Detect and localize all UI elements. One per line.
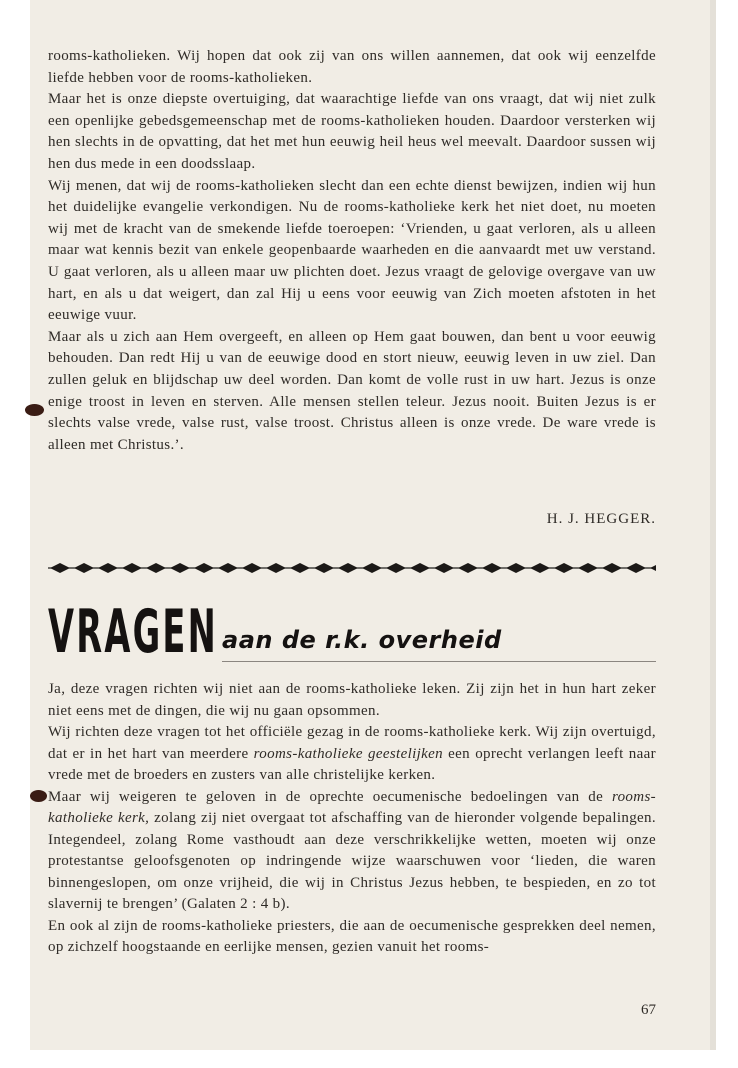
paragraph: rooms-katholieken. Wij hopen dat ook zij van ons willen aannemen, dat ook wij eenzelfde liefde hebben voor de rooms-katholieken. <box>48 48 656 86</box>
article-vragen-body <box>48 679 656 959</box>
paragraph: Maar als u zich aan Hem overgeeft, en alleen op Hem gaat bouwen, dan bent u voor eeuwig behouden. Dan redt Hij u van de eeuwige dood en stort nieuw, eeuwig leven in uw ziel. Dan zullen geluk en blijdschap uw deel worden. Dan komt de volle rust in uw hart. Jezus is onze enige troost in leven en sterven. Alle mensen stellen teleur. Jezus nooit. Buiten Jezus is er slechts valse vrede, valse rust, valse troost. Christus alleen is onze vrede. De ware vrede is alleen met Christus.’. <box>48 328 656 453</box>
paragraph: Maar het is onze diepste overtuiging, dat waarachtige liefde van ons vraagt, dat wij niet zulk een openlijke gebedsgemeenschap met de rooms-katholieken houden. Daardoor versterken wij hen slechts in de opvatting, dat het met hun eeuwig heil heus wel meevalt. Daardoor sussen wij hen dus mede in een doodsslaap. <box>48 91 656 172</box>
author-signature: H. J. HEGGER. <box>546 511 656 527</box>
page-number: 67 <box>641 1002 656 1018</box>
article-hegger-body <box>48 46 656 456</box>
emphasis: rooms-katholieke kerk, <box>48 788 656 826</box>
article-title-vragen: VRAGEN <box>48 597 218 667</box>
paragraph: Wij richten deze vragen tot het officiële gezag in de rooms-katholieke kerk. Wij zijn overtuigd, dat er in het hart van meerdere rooms-katholieke geestelijken een oprecht verlangen leeft naar vrede met de broeders en zusters van alle christelijke kerken. <box>48 724 657 783</box>
page-edge <box>710 0 716 1050</box>
ornamental-divider <box>48 560 656 576</box>
emphasis: rooms-katholieke geestelijken <box>253 745 443 762</box>
paragraph: Maar wij weigeren te geloven in de oprechte oecumenische bedoelingen van de rooms-katholieke kerk, zolang zij niet overgaat tot afschaffing van de hieronder volgende bepalingen. Integendeel, zolang Rome vasthoudt aan deze verschrikkelijke wetten, moeten wij onze protestantse geloofsgenoten op indringende wijze waarschuwen voor ‘lieden, die waren binnengeslopen, om onze vrijheid, die wij in Christus Jezus hebben, te bespieden, en zo tot slavernij te brengen’ (Galaten 2 : 4 b). <box>48 788 657 912</box>
article-subtitle: aan de r.k. overheid <box>222 626 502 654</box>
punch-hole-mark <box>25 404 44 416</box>
title-underline <box>222 661 656 662</box>
paragraph: Ja, deze vragen richten wij niet aan de rooms-katholieke leken. Zij zijn het in hun hart zeker niet eens met de dingen, die wij nu gaan opsommen. <box>48 681 656 719</box>
punch-hole-mark <box>30 790 47 802</box>
paragraph: En ook al zijn de rooms-katholieke priesters, die aan de oecumenische gesprekken deel nemen, op zichzelf hoogstaande en eerlijke mensen, gezien vanuit het rooms- <box>48 917 656 955</box>
paragraph: Wij menen, dat wij de rooms-katholieken slecht dan een echte dienst bewijzen, indien wij hun het duidelijke evangelie verkondigen. Nu de rooms-katholieke kerk het niet doet, nu moeten wij met de kracht van de smekende liefde toeroepen: ‘Vrienden, u gaat verloren, als u alleen maar wat kennis bezit van enkele geopenbaarde waarheden en die aanvaardt met uw verstand. U gaat verloren, als u alleen maar uw plichten doet. Jezus vraagt de gelovige overgave van uw hart, en als u dat weigert, dan zal Hij u eens voor eeuwig van Zich moeten afstoten in het eeuwige vuur. <box>48 177 656 324</box>
